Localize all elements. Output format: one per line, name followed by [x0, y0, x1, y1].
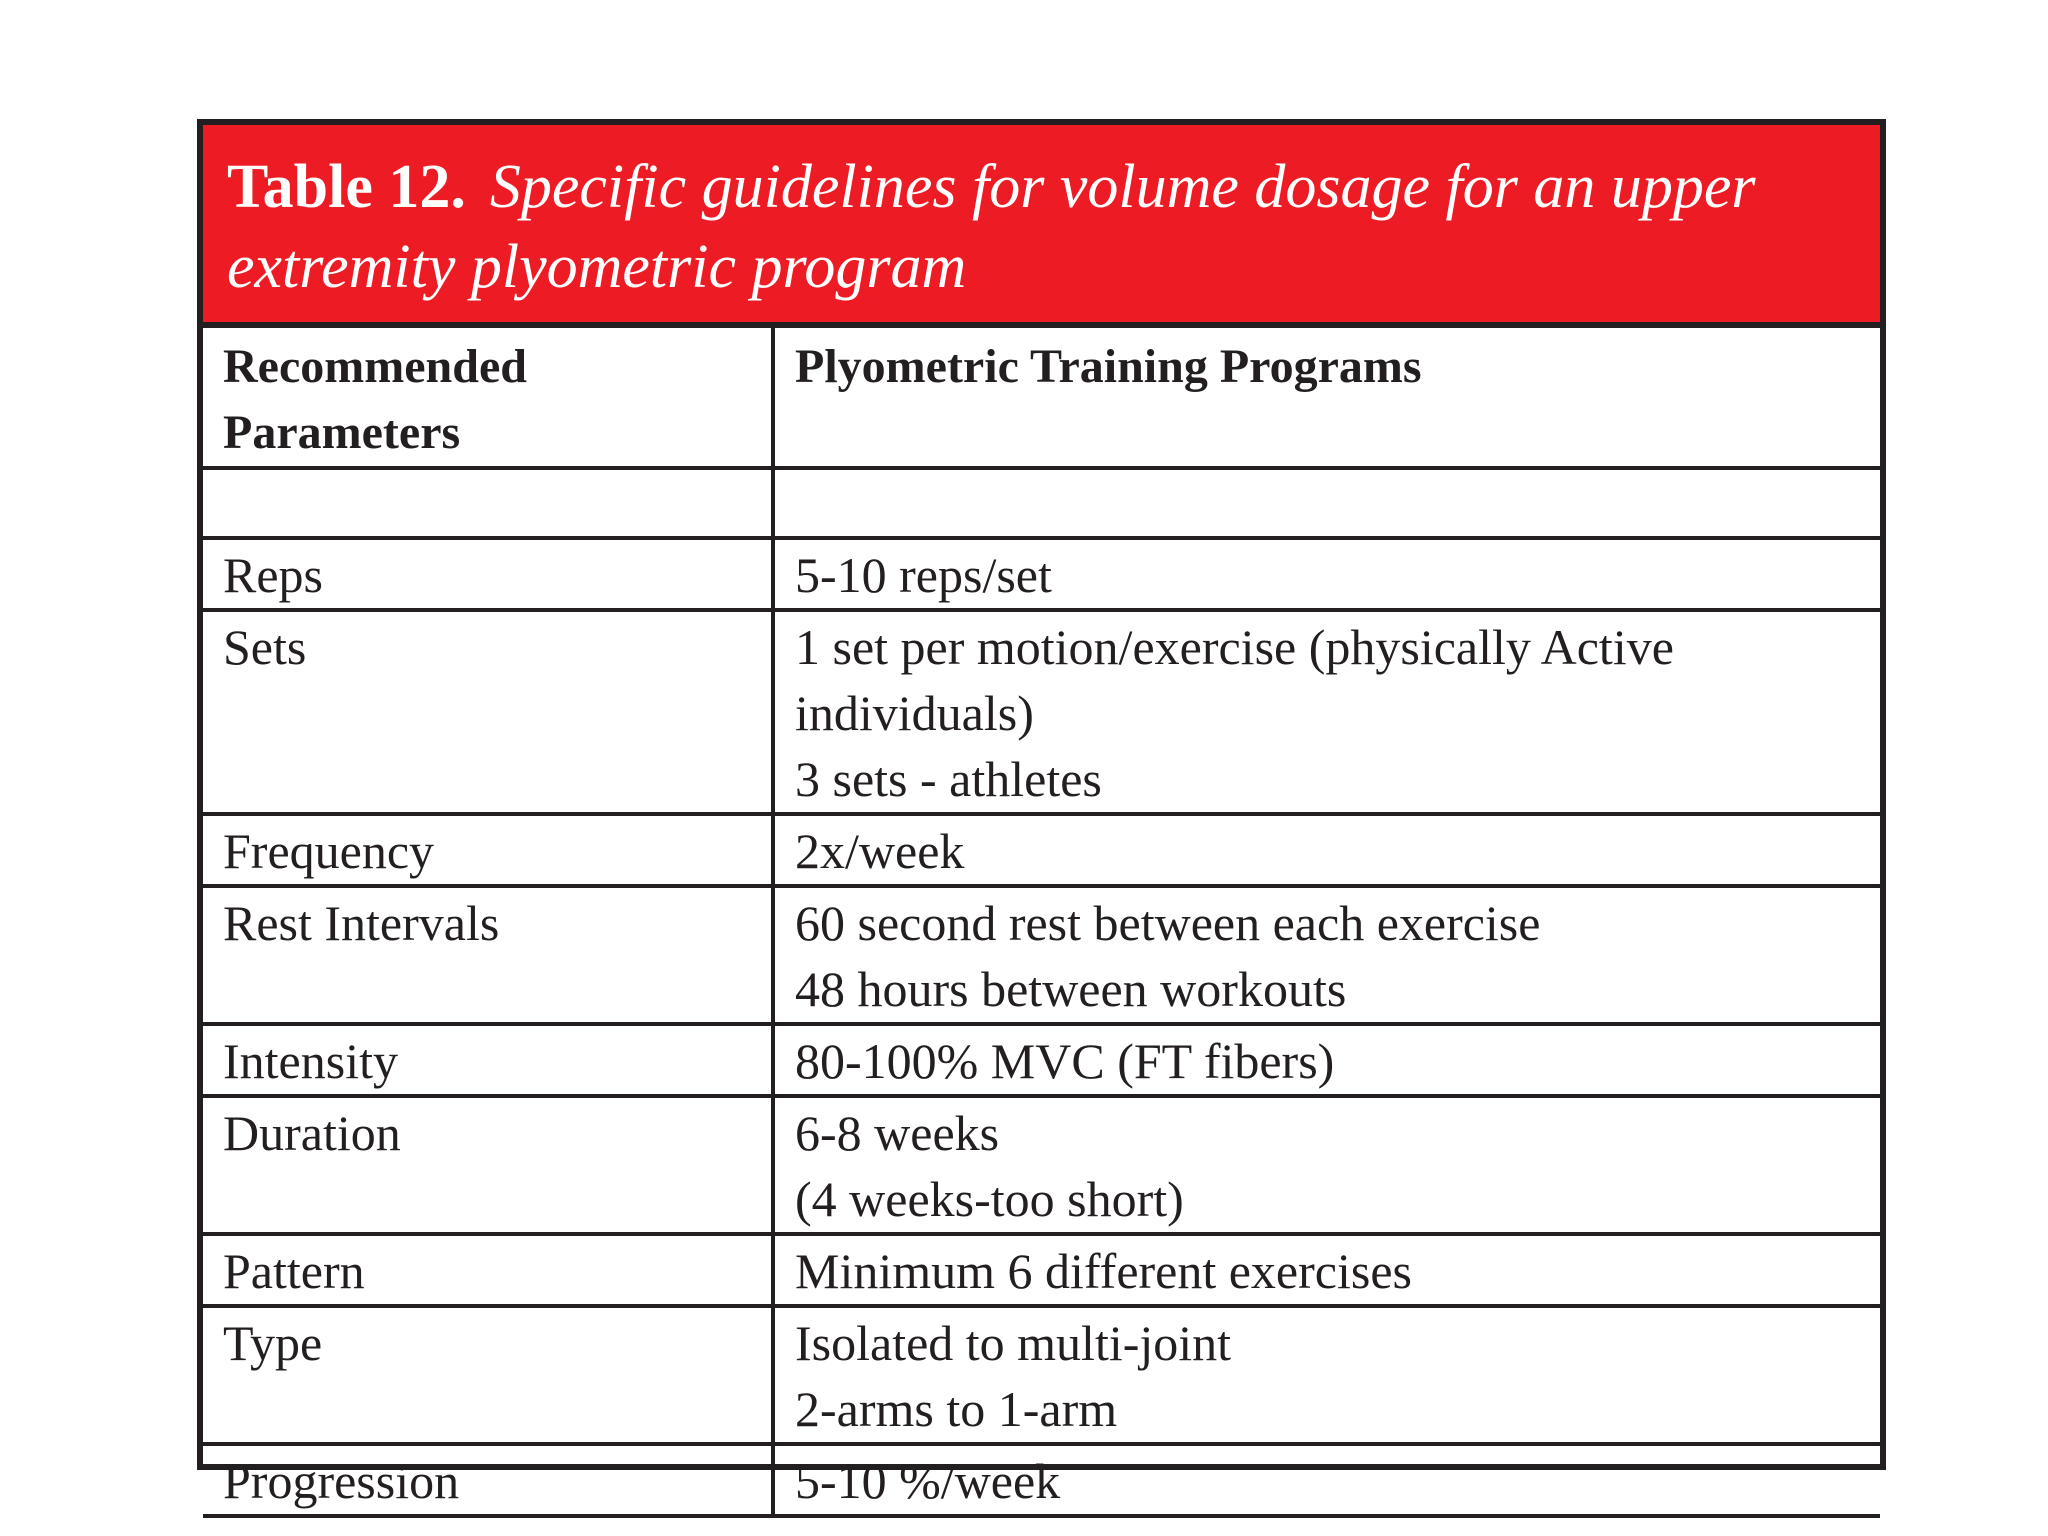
table-row [203, 886, 1880, 1024]
blank-row [203, 468, 1880, 538]
program-line: 2x/week [795, 823, 965, 879]
column-header-programs: Plyometric Training Programs [773, 328, 1880, 468]
program-cell [773, 886, 1880, 1024]
program-line: 2-arms to 1-arm [795, 1381, 1118, 1437]
table-row [203, 1306, 1880, 1444]
guidelines-table [203, 328, 1880, 1518]
blank-cell [773, 468, 1880, 538]
parameter-cell: Progression [203, 1444, 773, 1516]
program-line: (4 weeks-too short) [795, 1171, 1184, 1227]
program-cell [773, 814, 1880, 886]
table-row [203, 1444, 1880, 1516]
table-row [203, 610, 1880, 814]
program-line: 5-10 reps/set [795, 547, 1052, 603]
program-line: 6-8 weeks [795, 1105, 1000, 1161]
program-line: 48 hours between workouts [795, 961, 1347, 1017]
table-body [203, 328, 1880, 1516]
parameter-cell: Type [203, 1306, 773, 1444]
table-row [203, 1096, 1880, 1234]
parameter-cell: Duration [203, 1096, 773, 1234]
program-cell [773, 1234, 1880, 1306]
program-cell [773, 1024, 1880, 1096]
program-line: Minimum 6 different exercises [795, 1243, 1412, 1299]
guidelines-table-frame [197, 119, 1886, 1509]
parameter-cell: Pattern [203, 1234, 773, 1306]
program-cell [773, 1096, 1880, 1234]
table-row [203, 1234, 1880, 1306]
program-cell [773, 610, 1880, 814]
program-line: 5-10 %/week [795, 1453, 1061, 1509]
program-cell [773, 538, 1880, 610]
parameter-cell: Sets [203, 610, 773, 814]
table-caption-label: Table 12. [227, 153, 466, 221]
table-row [203, 1024, 1880, 1096]
program-line: 1 set per motion/exercise (physically Active individuals) [795, 619, 1674, 741]
parameter-cell: Frequency [203, 814, 773, 886]
program-cell [773, 1306, 1880, 1444]
column-header-parameters: Recommended Parameters [203, 328, 773, 468]
table-row [203, 814, 1880, 886]
program-line: 3 sets - athletes [795, 751, 1102, 807]
table-caption-text: Specific guidelines for volume dosage for an upper extremity plyometric program [227, 153, 1756, 301]
program-cell [773, 1444, 1880, 1516]
program-line: 60 second rest between each exercise [795, 895, 1541, 951]
header-row [203, 328, 1880, 468]
parameter-cell: Intensity [203, 1024, 773, 1096]
parameter-cell: Rest Intervals [203, 886, 773, 1024]
table-caption [203, 125, 1880, 328]
blank-cell [203, 468, 773, 538]
table-row [203, 538, 1880, 610]
program-line: 80-100% MVC (FT fibers) [795, 1033, 1335, 1089]
parameter-cell: Reps [203, 538, 773, 610]
program-line: Isolated to multi-joint [795, 1315, 1232, 1371]
